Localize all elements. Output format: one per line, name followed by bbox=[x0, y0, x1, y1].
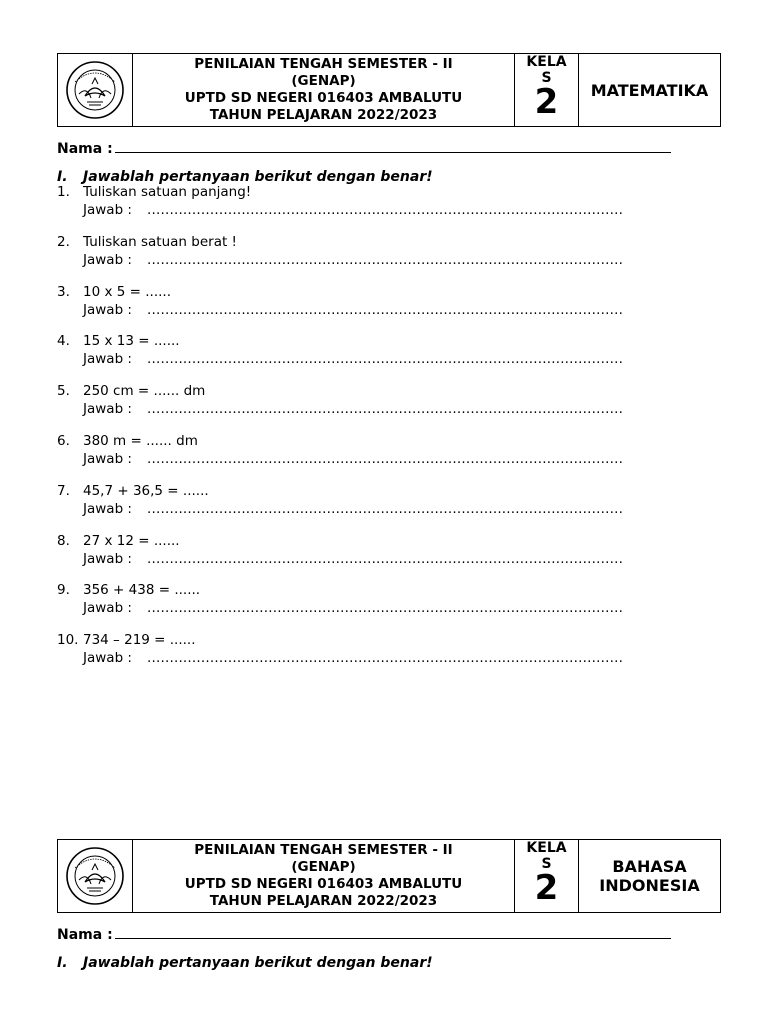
question-item bbox=[57, 283, 675, 319]
question-text: 27 x 12 = ...... bbox=[83, 532, 180, 549]
answer-line[interactable]: .......................................................................................................... bbox=[147, 451, 624, 467]
exam-header bbox=[57, 53, 721, 127]
question-text: 10 x 5 = ...... bbox=[83, 283, 171, 300]
name-field[interactable] bbox=[57, 140, 671, 157]
answer-line[interactable]: .......................................................................................................... bbox=[147, 301, 624, 318]
question-row bbox=[57, 532, 675, 550]
answer-label: Jawab : bbox=[83, 251, 132, 268]
question-text: 45,7 + 36,5 = ...... bbox=[83, 482, 209, 499]
answer-row[interactable] bbox=[57, 500, 675, 518]
title-line-1: PENILAIAN TENGAH SEMESTER - II bbox=[194, 56, 453, 72]
section-number: I. bbox=[57, 169, 68, 185]
question-item bbox=[57, 332, 675, 368]
answer-row[interactable] bbox=[57, 400, 675, 418]
question-number: 7. bbox=[57, 482, 70, 499]
answer-row[interactable] bbox=[57, 201, 675, 219]
answer-label: Jawab : bbox=[83, 500, 132, 517]
question-item bbox=[57, 482, 675, 518]
answer-line[interactable]: .......................................................................................................... bbox=[147, 251, 624, 268]
question-item bbox=[57, 183, 675, 219]
answer-label: Jawab : bbox=[83, 650, 132, 667]
subject-name: MATEMATIKA bbox=[590, 80, 709, 100]
kelas-label: KELAS bbox=[526, 54, 567, 86]
answer-line[interactable]: .......................................................................................................... bbox=[147, 650, 624, 667]
answer-label: Jawab : bbox=[83, 401, 132, 418]
title-line-4: TAHUN PELAJARAN 2022/2023 bbox=[209, 893, 438, 909]
name-line[interactable] bbox=[115, 140, 671, 153]
question-number: 6. bbox=[57, 433, 70, 449]
logo-cell bbox=[58, 840, 133, 912]
name-label: Nama : bbox=[57, 927, 113, 943]
question-row bbox=[57, 382, 675, 400]
title-line-2: (GENAP) bbox=[291, 73, 356, 89]
kelas-cell bbox=[515, 840, 579, 912]
answer-label: Jawab : bbox=[83, 550, 132, 567]
answer-label: Jawab : bbox=[83, 600, 132, 617]
kelas-label: KELAS bbox=[526, 840, 567, 872]
question-text: Tuliskan satuan panjang! bbox=[83, 184, 252, 200]
question-item bbox=[57, 382, 675, 418]
question-row bbox=[57, 233, 675, 251]
title-line-3: UPTD SD NEGERI 016403 AMBALUTU bbox=[184, 876, 463, 892]
question-item bbox=[57, 233, 675, 269]
question-text: Tuliskan satuan berat ! bbox=[83, 233, 237, 250]
question-row bbox=[57, 581, 675, 599]
tut-wuri-handayani-logo bbox=[65, 846, 125, 906]
exam-header-2 bbox=[57, 839, 721, 913]
kelas-cell bbox=[515, 54, 579, 126]
answer-label: Jawab : bbox=[83, 301, 132, 318]
answer-line[interactable]: .......................................................................................................... bbox=[147, 202, 624, 218]
name-field-2[interactable] bbox=[57, 926, 671, 943]
title-line-4: TAHUN PELAJARAN 2022/2023 bbox=[209, 107, 438, 123]
question-item bbox=[57, 532, 675, 568]
instruction-text: Jawablah pertanyaan berikut dengan benar! bbox=[83, 169, 433, 185]
subject-cell bbox=[579, 54, 720, 126]
question-number: 8. bbox=[57, 532, 70, 549]
instruction-2 bbox=[57, 955, 433, 971]
question-number: 2. bbox=[57, 233, 70, 250]
subject-name: BAHASA INDONESIA bbox=[599, 857, 700, 895]
answer-row[interactable] bbox=[57, 301, 675, 319]
question-row bbox=[57, 283, 675, 301]
question-text: 356 + 438 = ...... bbox=[83, 582, 201, 599]
title-line-2: (GENAP) bbox=[291, 859, 356, 875]
answer-row[interactable] bbox=[57, 649, 675, 667]
question-text: 15 x 13 = ...... bbox=[83, 333, 180, 350]
question-number: 10. bbox=[57, 632, 79, 649]
exam-title bbox=[133, 840, 515, 912]
title-line-1: PENILAIAN TENGAH SEMESTER - II bbox=[194, 842, 453, 858]
answer-row[interactable] bbox=[57, 251, 675, 269]
answer-label: Jawab : bbox=[83, 202, 132, 218]
question-row bbox=[57, 432, 675, 450]
name-line[interactable] bbox=[115, 926, 671, 939]
answer-row[interactable] bbox=[57, 350, 675, 368]
question-item bbox=[57, 432, 675, 468]
question-row bbox=[57, 482, 675, 500]
answer-line[interactable]: .......................................................................................................... bbox=[147, 500, 624, 517]
question-row bbox=[57, 332, 675, 350]
title-line-3: UPTD SD NEGERI 016403 AMBALUTU bbox=[184, 90, 463, 106]
question-text: 250 cm = ...... dm bbox=[83, 383, 206, 400]
name-label: Nama : bbox=[57, 141, 113, 157]
subject-cell bbox=[579, 840, 720, 912]
tut-wuri-handayani-logo bbox=[65, 60, 125, 120]
answer-label: Jawab : bbox=[83, 451, 132, 467]
answer-row[interactable] bbox=[57, 550, 675, 568]
question-number: 5. bbox=[57, 383, 70, 400]
question-row bbox=[57, 631, 675, 649]
answer-row[interactable] bbox=[57, 450, 675, 468]
logo-cell bbox=[58, 54, 133, 126]
question-number: 4. bbox=[57, 333, 70, 350]
answer-line[interactable]: .......................................................................................................... bbox=[147, 550, 624, 567]
question-number: 1. bbox=[57, 184, 70, 200]
question-number: 9. bbox=[57, 582, 70, 599]
answer-line[interactable]: .......................................................................................................... bbox=[147, 351, 624, 368]
question-item bbox=[57, 631, 675, 667]
question-item bbox=[57, 581, 675, 617]
answer-line[interactable]: .......................................................................................................... bbox=[147, 600, 624, 617]
question-row bbox=[57, 183, 675, 201]
kelas-number: 2 bbox=[534, 82, 559, 122]
question-text: 380 m = ...... dm bbox=[83, 433, 198, 449]
answer-row[interactable] bbox=[57, 599, 675, 617]
instruction-text: Jawablah pertanyaan berikut dengan benar! bbox=[83, 955, 433, 971]
question-text: 734 – 219 = ...... bbox=[83, 632, 196, 649]
section-number: I. bbox=[57, 955, 68, 971]
kelas-number: 2 bbox=[534, 868, 559, 908]
answer-label: Jawab : bbox=[83, 351, 132, 368]
answer-line[interactable]: .......................................................................................................... bbox=[147, 401, 624, 418]
question-number: 3. bbox=[57, 283, 70, 300]
exam-title bbox=[133, 54, 515, 126]
